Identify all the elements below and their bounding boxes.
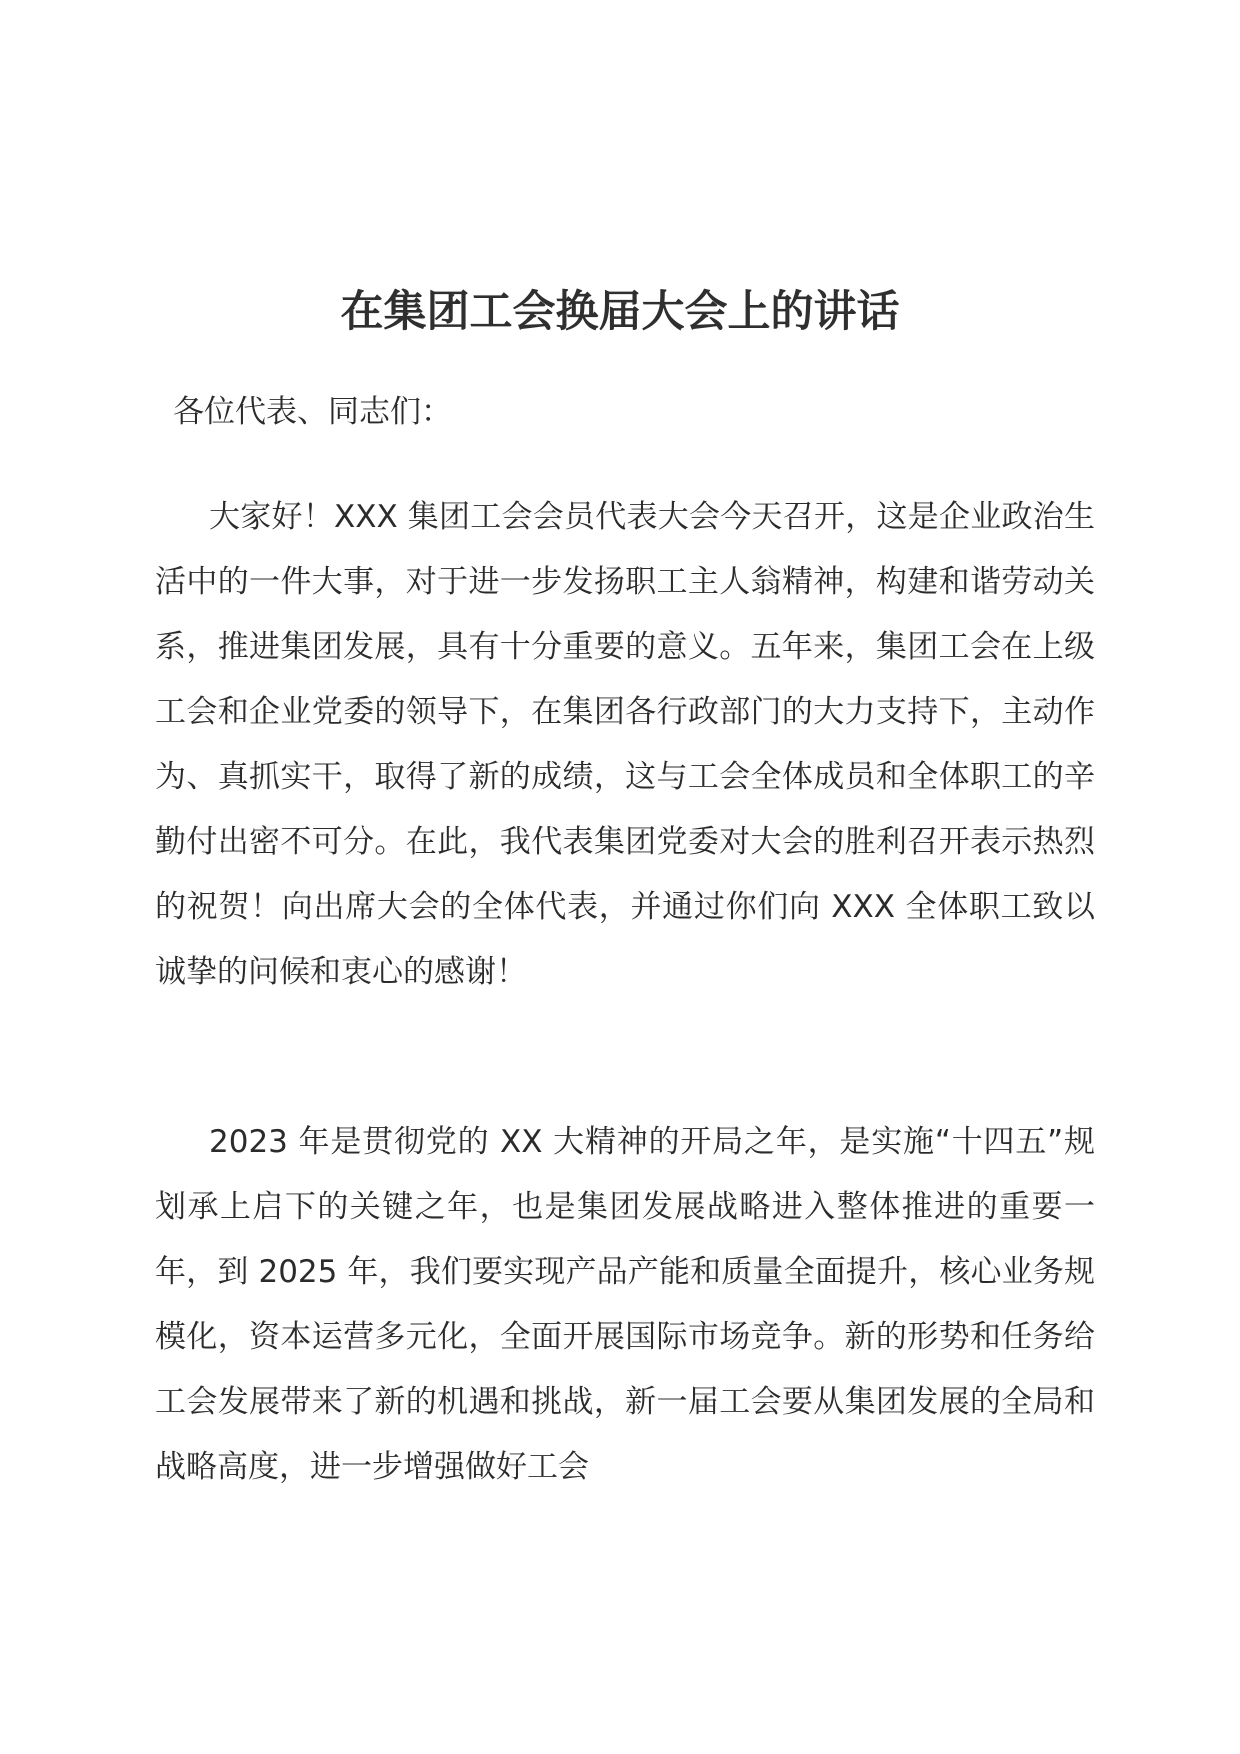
- document-title: 在集团工会换届大会上的讲话: [340, 287, 900, 337]
- body-paragraph-2: 2023 年是贯彻党的 XX 大精神的开局之年，是实施“十四五”规划承上启下的关键之年，也是集团发展战略进入整体推进的重要一年，到 2025 年，我们要实现产品产能和质量全面提升，核心业务规模化，资本运营多元化，全面开展国际市场竞争。新的形势和任务给工会发展带来了新的机遇和挑战，新一届工会要从集团发展的全局和战略高度，进一步增强做好工会: [155, 1124, 1095, 1485]
- salutation: 各位代表、同志们：: [173, 394, 452, 430]
- body-paragraph-1: 大家好！XXX 集团工会会员代表大会今天召开，这是企业政治生活中的一件大事，对于进一步发扬职工主人翁精神，构建和谐劳动关系，推进集团发展，具有十分重要的意义。五年来，集团工会在上级工会和企业党委的领导下，在集团各行政部门的大力支持下，主动作为、真抓实干，取得了新的成绩，这与工会全体成员和全体职工的辛勤付出密不可分。在此，我代表集团党委对大会的胜利召开表示热烈的祝贺！向出席大会的全体代表，并通过你们向 XXX 全体职工致以诚挚的问候和衷心的感谢！: [155, 499, 1095, 990]
